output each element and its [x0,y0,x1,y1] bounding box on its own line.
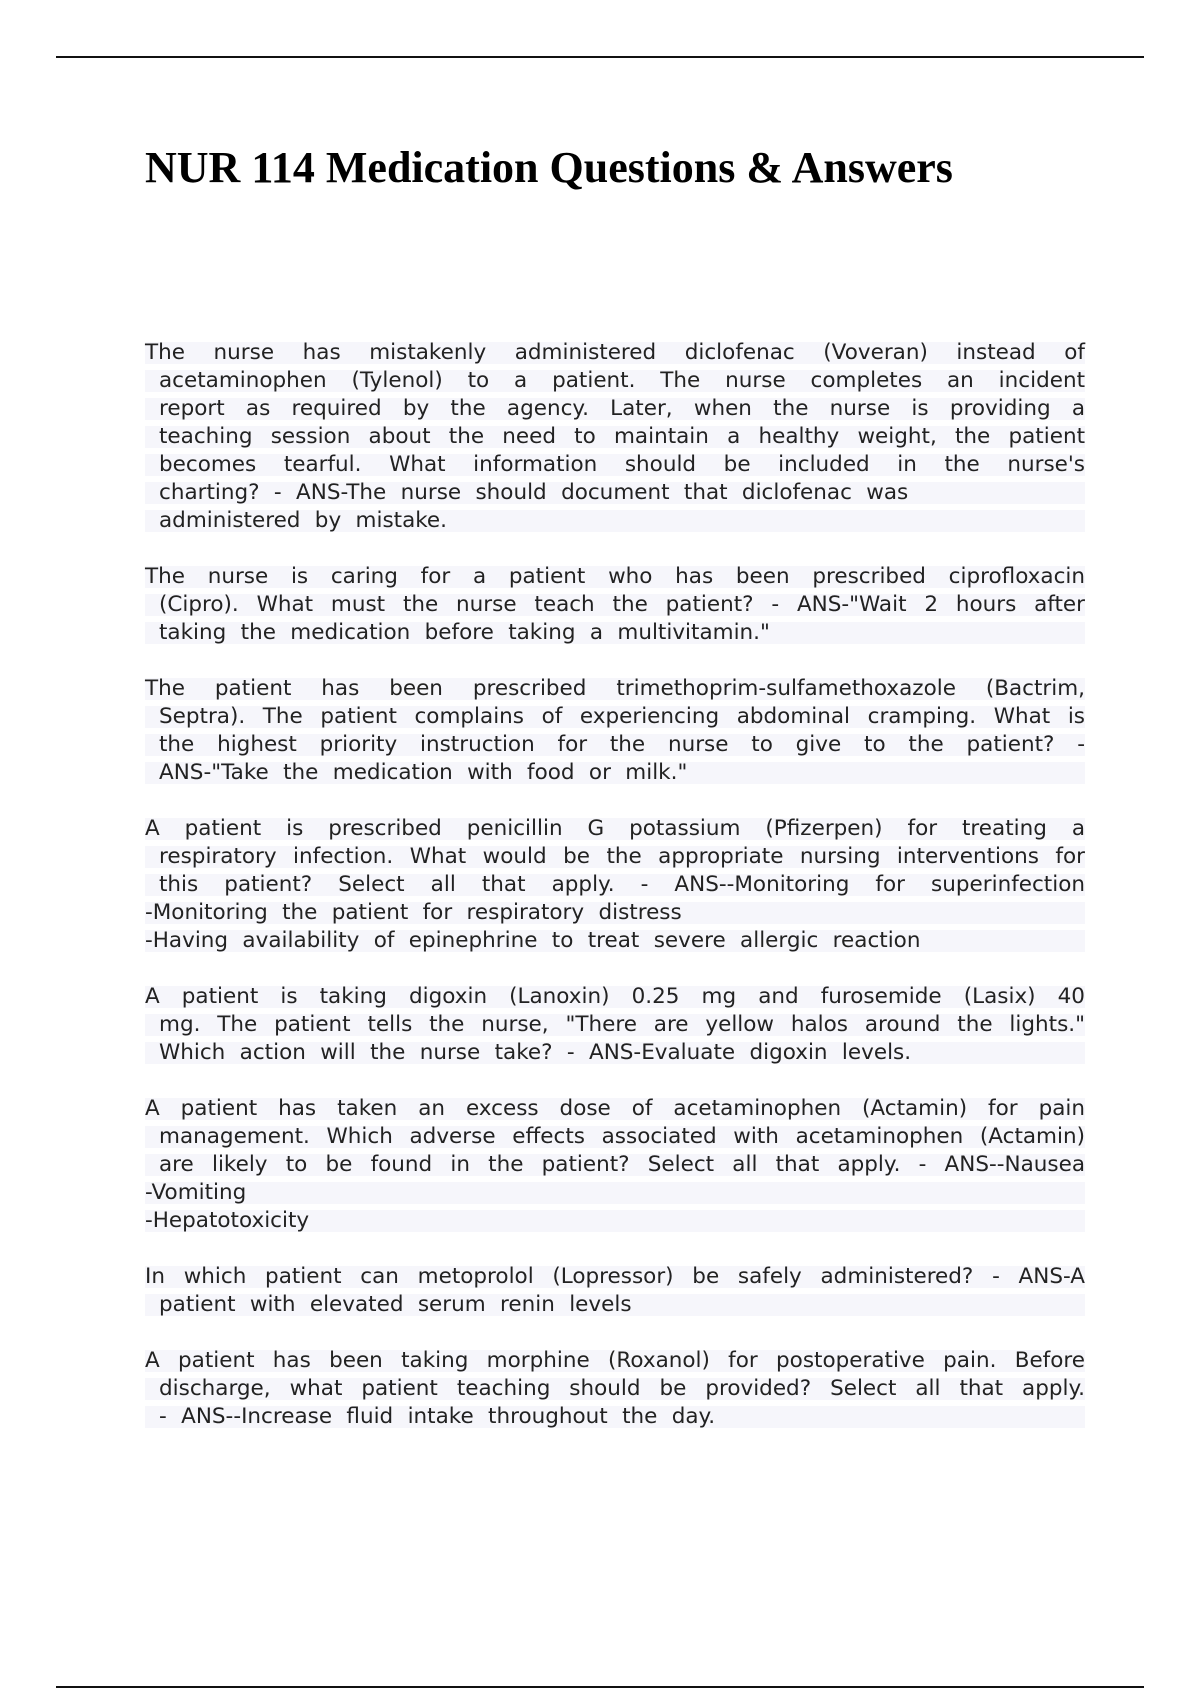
qa-line: report as required by the agency. Later, when the nurse is providing a [145,395,1085,423]
page-title: NUR 114 Medication Questions & Answers [145,143,953,192]
qa-line: A patient has taken an excess dose of acetaminophen (Actamin) for pain [145,1096,1085,1121]
qa-item [145,983,1085,1067]
qa-line: (Cipro). What must the nurse teach the patient? - ANS-"Wait 2 hours after [145,591,1085,619]
qa-line: discharge, what patient teaching should be provided? Select all that apply. [145,1375,1085,1403]
qa-line: respiratory infection. What would be the appropriate nursing interventions for [145,843,1085,871]
qa-line: - ANS--Increase fluid intake throughout the day. [145,1403,1085,1431]
bottom-rule [56,1686,1144,1688]
qa-line: Septra). The patient complains of experiencing abdominal cramping. What is [145,703,1085,731]
qa-item [145,1095,1085,1235]
qa-line: A patient is prescribed penicillin G potassium (Pfizerpen) for treating a [145,816,1085,841]
qa-line: administered by mistake. [145,507,1085,535]
qa-list [145,339,1085,1459]
qa-line: The patient has been prescribed trimethoprim-sulfamethoxazole (Bactrim, [145,676,1085,701]
qa-item [145,675,1085,787]
qa-line: -Hepatotoxicity [145,1207,1085,1235]
qa-item [145,815,1085,955]
qa-line: -Monitoring the patient for respiratory distress [145,899,1085,927]
qa-line: ANS-"Take the medication with food or milk." [145,759,1085,787]
qa-line: charting? - ANS-The nurse should document that diclofenac was [145,479,1085,507]
qa-line: -Vomiting [145,1179,1085,1207]
qa-item [145,339,1085,535]
qa-item [145,1263,1085,1319]
qa-line: Which action will the nurse take? - ANS-Evaluate digoxin levels. [145,1039,1085,1067]
top-rule [56,56,1144,58]
qa-line: The nurse has mistakenly administered diclofenac (Voveran) instead of [145,340,1085,365]
qa-line: A patient is taking digoxin (Lanoxin) 0.25 mg and furosemide (Lasix) 40 [145,984,1085,1009]
qa-line: the highest priority instruction for the nurse to give to the patient? - [145,731,1085,759]
qa-line: taking the medication before taking a multivitamin." [145,619,1085,647]
qa-line: mg. The patient tells the nurse, "There are yellow halos around the lights." [145,1011,1085,1039]
qa-line: becomes tearful. What information should be included in the nurse's [145,451,1085,479]
qa-line: teaching session about the need to maintain a healthy weight, the patient [145,423,1085,451]
qa-line: In which patient can metoprolol (Lopressor) be safely administered? - ANS-A [145,1264,1085,1289]
qa-line: management. Which adverse effects associated with acetaminophen (Actamin) [145,1123,1085,1151]
qa-line: are likely to be found in the patient? Select all that apply. - ANS--Nausea [145,1151,1085,1179]
qa-line: A patient has been taking morphine (Roxanol) for postoperative pain. Before [145,1348,1085,1373]
qa-line: patient with elevated serum renin levels [145,1291,1085,1319]
qa-line: The nurse is caring for a patient who has been prescribed ciprofloxacin [145,564,1085,589]
qa-item [145,1347,1085,1431]
qa-line: -Having availability of epinephrine to treat severe allergic reaction [145,927,1085,955]
qa-line: this patient? Select all that apply. - ANS--Monitoring for superinfection [145,871,1085,899]
qa-item [145,563,1085,647]
qa-line: acetaminophen (Tylenol) to a patient. The nurse completes an incident [145,367,1085,395]
